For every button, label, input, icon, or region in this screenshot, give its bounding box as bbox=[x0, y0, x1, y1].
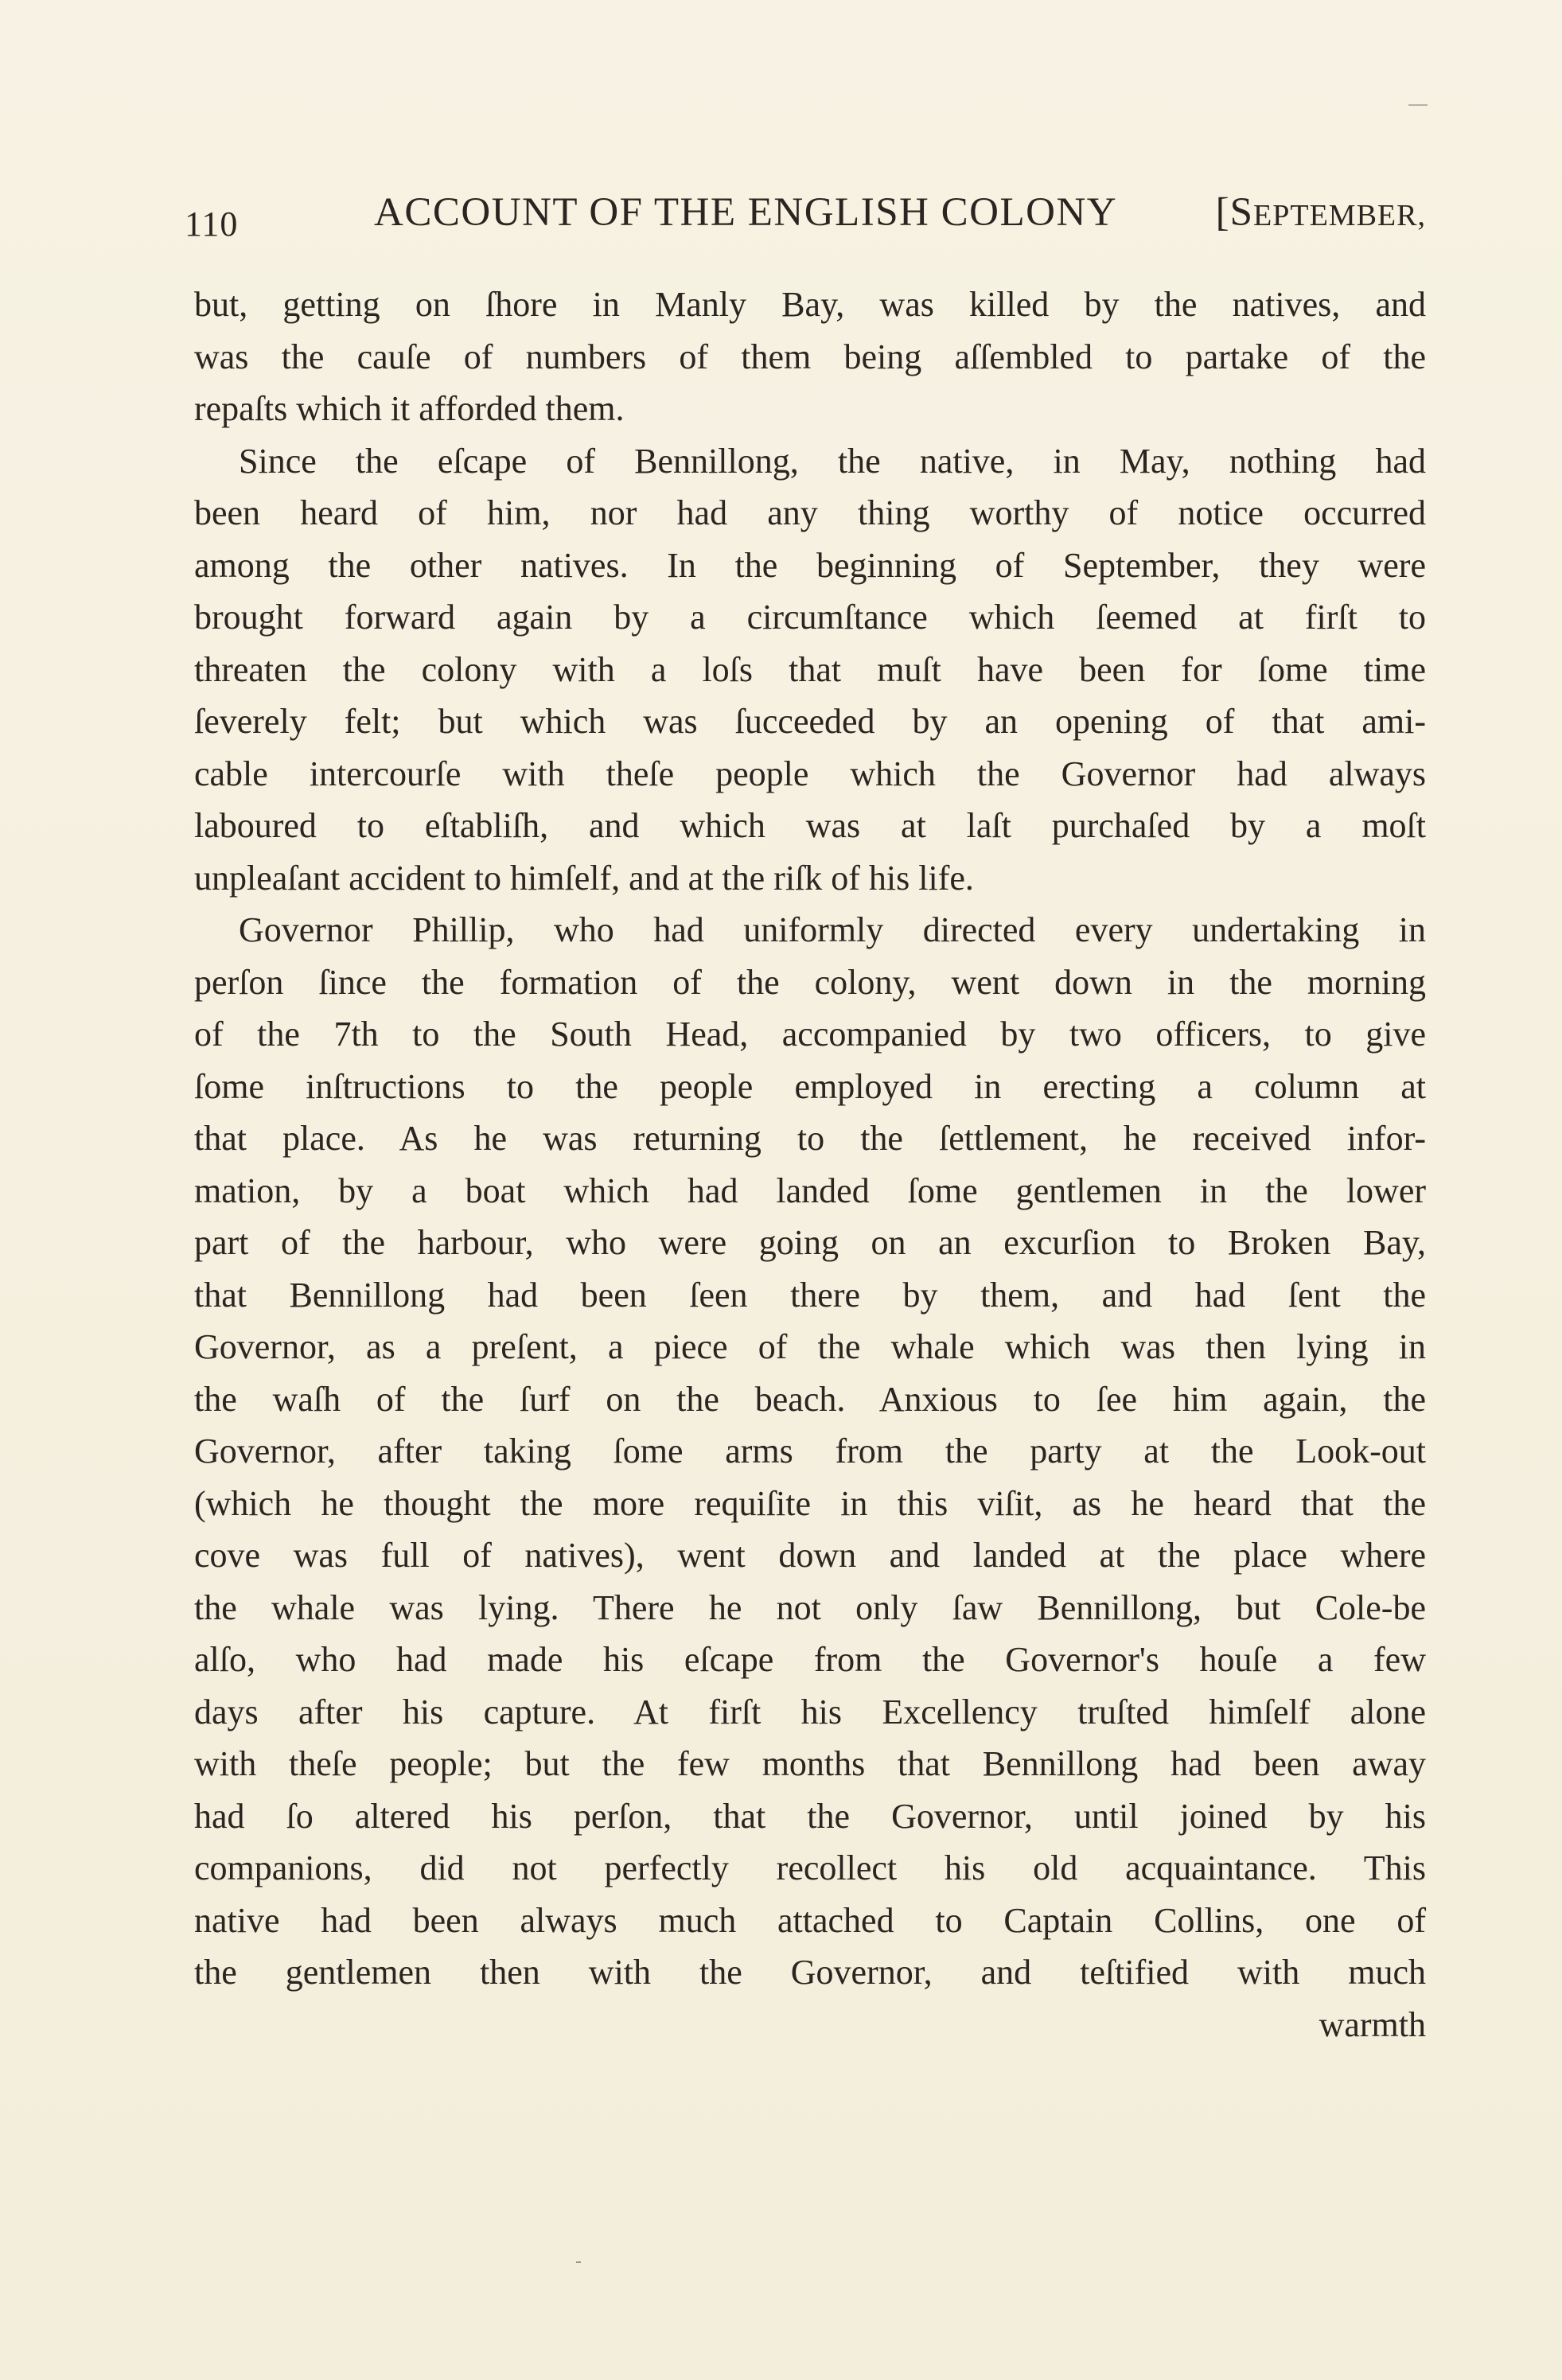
text-line: cove was full of natives), went down and landed at the place where bbox=[194, 1536, 1426, 1575]
body-text bbox=[194, 279, 1426, 2051]
text-line: ſeverely felt; but which was ſucceeded by an opening of that ami- bbox=[194, 702, 1426, 741]
month-initial: S bbox=[1229, 190, 1254, 235]
text-line: Since the eſcape of Bennillong, the native, in May, nothing had bbox=[239, 441, 1426, 481]
text-line: been heard of him, nor had any thing worthy of notice occurred bbox=[194, 493, 1426, 532]
text-line: cable intercourſe with theſe people which the Governor had always bbox=[194, 754, 1426, 793]
text-line: days after his capture. At firſt his Excellency truſted himſelf alone bbox=[194, 1692, 1426, 1731]
text-line: Governor, after taking ſome arms from the party at the Look-out bbox=[194, 1432, 1426, 1470]
catchword: warmth bbox=[1319, 2004, 1426, 2044]
text-line: ſome inſtructions to the people employed in erecting a column at bbox=[194, 1066, 1426, 1106]
text-line: the waſh of the ſurf on the beach. Anxious to ſee him again, the bbox=[194, 1379, 1426, 1419]
text-line: laboured to eſtabliſh, and which was at laſt purchaſed by a moſt bbox=[194, 806, 1426, 845]
page-number: 110 bbox=[185, 205, 239, 243]
text-line: (which he thought the more requiſite in this viſit, as he heard that the bbox=[194, 1483, 1426, 1523]
text-line: was the cauſe of numbers of them being aſſembled to partake of the bbox=[194, 337, 1426, 376]
text-line: brought forward again by a circumſtance which ſeemed at firſt to bbox=[194, 598, 1426, 637]
text-line: that place. As he was returning to the ſettlement, he received infor- bbox=[194, 1119, 1426, 1158]
running-head bbox=[185, 189, 1426, 253]
text-line: but, getting on ſhore in Manly Bay, was killed by the natives, and bbox=[194, 285, 1426, 324]
text-line: the gentlemen then with the Governor, and teſtified with much bbox=[194, 1953, 1426, 1992]
text-line: unpleaſant accident to himſelf, and at the riſk of his life. bbox=[194, 858, 974, 898]
text-line: had ſo altered his perſon, that the Governor, until joined by his bbox=[194, 1796, 1426, 1836]
month-rest: EPTEMBER, bbox=[1253, 199, 1426, 232]
text-line: mation, by a boat which had landed ſome gentlemen in the lower bbox=[194, 1171, 1426, 1210]
text-line: with theſe people; but the few months that Bennillong had been away bbox=[194, 1744, 1426, 1783]
text-line: threaten the colony with a loſs that muſt have been for ſome time bbox=[194, 649, 1426, 689]
text-line: perſon ſince the formation of the colony, went down in the morning bbox=[194, 962, 1426, 1002]
running-month bbox=[1216, 189, 1426, 236]
ink-speck bbox=[576, 2261, 581, 2263]
text-line: among the other natives. In the beginning of September, they were bbox=[194, 545, 1426, 585]
text-line: Governor, as a preſent, a piece of the whale which was then lying in bbox=[194, 1327, 1426, 1366]
text-line: that Bennillong had been ſeen there by them, and had ſent the bbox=[194, 1275, 1426, 1315]
month-bracket: [ bbox=[1215, 190, 1230, 235]
text-line: the whale was lying. There he not only ſaw Bennillong, but Cole-be bbox=[194, 1587, 1426, 1627]
text-line: repaſts which it afforded them. bbox=[194, 389, 625, 428]
text-line: companions, did not perfectly recollect his old acquaintance. This bbox=[194, 1848, 1426, 1887]
text-line: part of the harbour, who were going on an excurſion to Broken Bay, bbox=[194, 1223, 1426, 1262]
text-line: of the 7th to the South Head, accompanied by two officers, to give bbox=[194, 1015, 1426, 1054]
printer-mark bbox=[1408, 104, 1428, 106]
text-line: native had been always much attached to Captain Collins, one of bbox=[194, 1900, 1426, 1940]
running-title: ACCOUNT OF THE ENGLISH COLONY bbox=[374, 190, 1118, 235]
text-line: alſo, who had made his eſcape from the Governor's houſe a few bbox=[194, 1640, 1426, 1679]
text-line: Governor Phillip, who had uniformly directed every undertaking in bbox=[239, 910, 1426, 949]
